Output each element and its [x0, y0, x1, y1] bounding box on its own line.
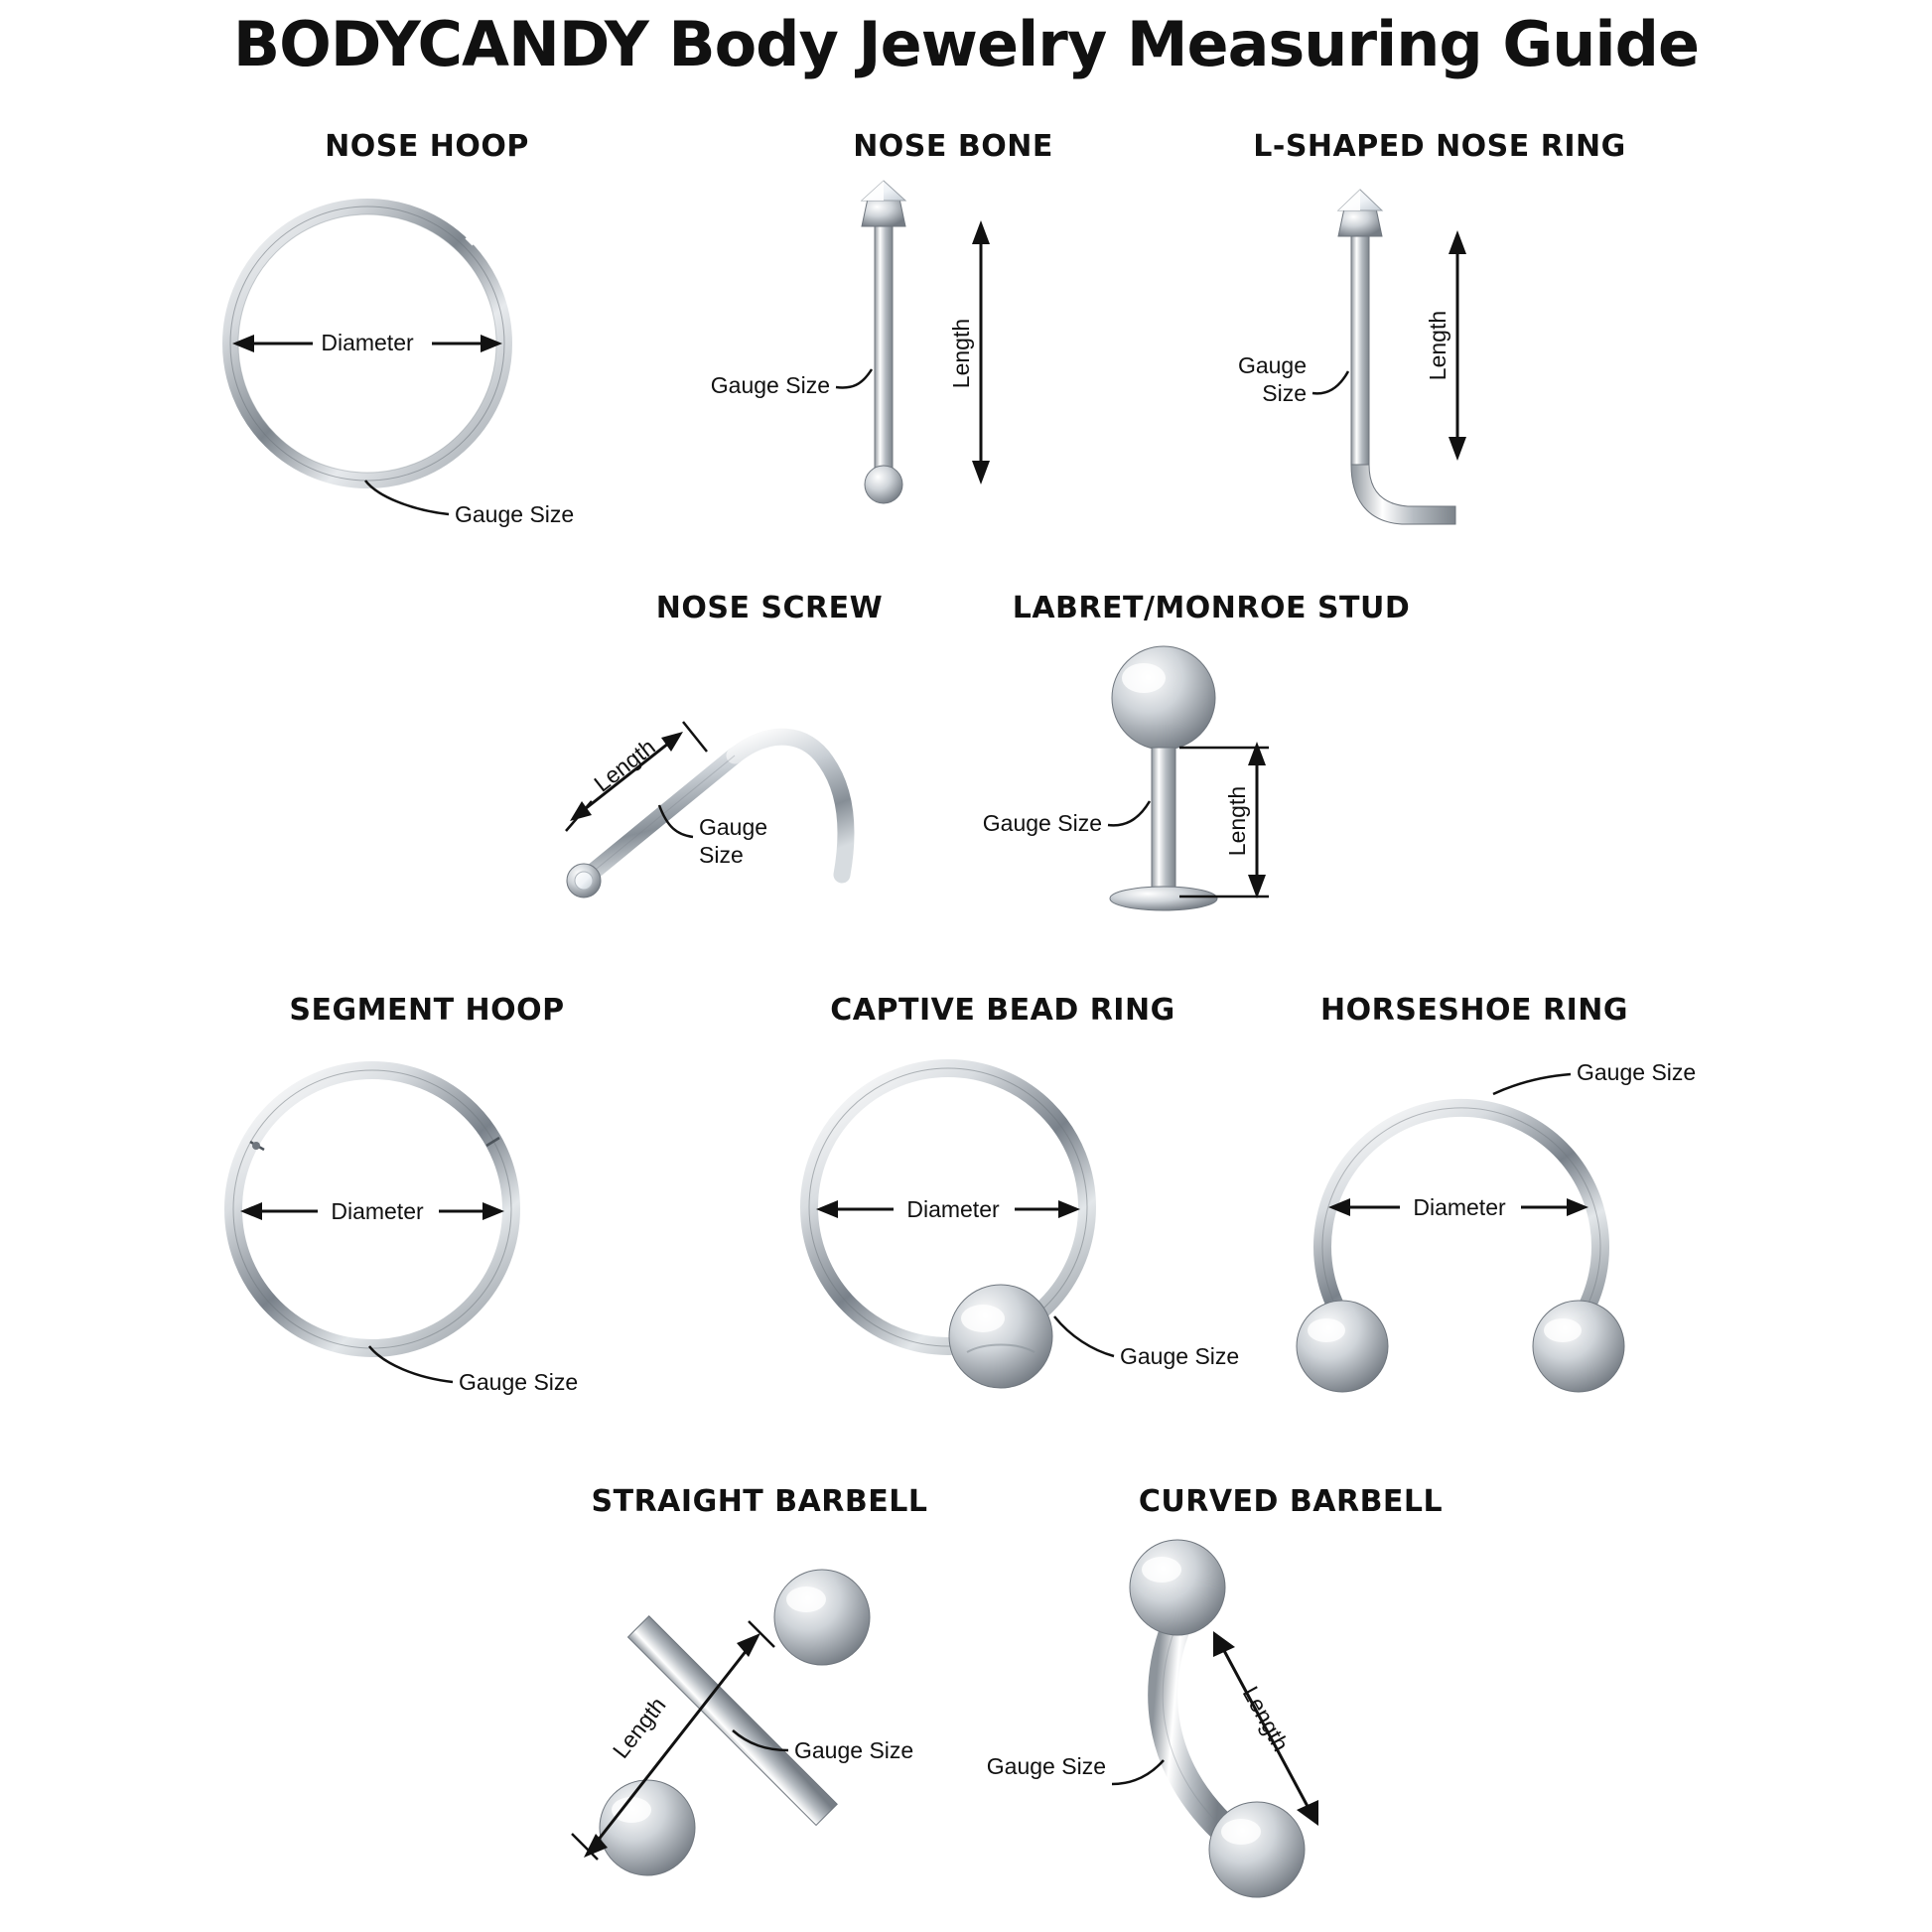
curved-barbell-canvas	[986, 1530, 1519, 1917]
item-title-l-shaped-nose-ring: L-SHAPED NOSE RING	[1253, 129, 1626, 164]
nose-hoop-canvas	[199, 175, 655, 527]
nose-screw-gauge-label-1: Gauge	[699, 814, 768, 840]
horseshoe-ring-canvas	[1281, 1038, 1777, 1436]
item-title-labret-monroe-stud: LABRET/MONROE STUD	[1012, 591, 1411, 625]
straight-barbell-gauge-label: Gauge Size	[794, 1737, 914, 1763]
diagram-straight-barbell	[536, 1484, 983, 1921]
l-shaped-nose-ring-canvas	[1221, 175, 1658, 552]
l-nose-length-label: Length	[1425, 310, 1450, 381]
captive-ring-diameter-label: Diameter	[906, 1196, 1000, 1222]
diagram-horseshoe-ring	[1281, 993, 1777, 1440]
page-title: BODYCANDY Body Jewelry Measuring Guide	[232, 8, 1700, 80]
l-nose-gauge-label-1: Gauge	[1237, 352, 1307, 378]
diagram-segment-hoop	[189, 993, 665, 1420]
nose-screw-gauge-label-2: Size	[699, 842, 744, 868]
item-title-nose-hoop: NOSE HOOP	[325, 129, 529, 164]
diagram-labret-monroe-stud	[982, 591, 1430, 968]
captive-bead-ring-canvas	[755, 1038, 1251, 1436]
diagram-captive-bead-ring	[755, 993, 1251, 1440]
nose-bone-length-label: Length	[948, 318, 974, 389]
diagram-l-shaped-nose-ring	[1221, 129, 1658, 546]
curved-barbell-length-label: Length	[1237, 1682, 1295, 1756]
nose-hoop-gauge-label: Gauge Size	[455, 501, 575, 527]
captive-bead	[949, 1285, 1052, 1388]
labret-monroe-canvas	[982, 636, 1430, 964]
segment-hoop-diameter-label: Diameter	[331, 1198, 424, 1224]
item-title-captive-bead-ring: CAPTIVE BEAD RING	[830, 993, 1175, 1028]
diagram-nose-screw	[556, 591, 983, 948]
segment-hoop-gauge-label: Gauge Size	[459, 1369, 579, 1395]
nose-bone-gauge-label: Gauge Size	[710, 372, 830, 398]
item-title-curved-barbell: CURVED BARBELL	[1138, 1484, 1444, 1519]
straight-barbell-canvas	[536, 1530, 983, 1917]
diagram-nose-bone	[710, 129, 1152, 526]
nose-bone-canvas	[710, 175, 1152, 522]
horseshoe-diameter-label: Diameter	[1413, 1194, 1506, 1220]
l-nose-gauge-label-2: Size	[1262, 380, 1307, 406]
segment-hoop-canvas	[189, 1038, 665, 1416]
diagram-curved-barbell	[986, 1484, 1519, 1921]
labret-length-label: Length	[1224, 785, 1250, 857]
curved-barbell-gauge-label: Gauge Size	[986, 1753, 1106, 1779]
captive-ring-gauge-label: Gauge Size	[1120, 1343, 1240, 1369]
nose-screw-length-label: Length	[589, 733, 660, 797]
item-title-nose-screw: NOSE SCREW	[655, 591, 884, 625]
diagram-nose-hoop	[199, 129, 655, 526]
labret-gauge-label: Gauge Size	[982, 810, 1102, 836]
straight-barbell-length-label: Length	[607, 1692, 671, 1763]
item-title-horseshoe-ring: HORSESHOE RING	[1320, 993, 1628, 1028]
nose-hoop-diameter-label: Diameter	[321, 330, 414, 355]
horseshoe-gauge-label: Gauge Size	[1577, 1059, 1697, 1085]
item-title-straight-barbell: STRAIGHT BARBELL	[591, 1484, 928, 1519]
item-title-segment-hoop: SEGMENT HOOP	[289, 993, 565, 1028]
item-title-nose-bone: NOSE BONE	[853, 129, 1053, 164]
nose-screw-canvas	[556, 636, 983, 944]
